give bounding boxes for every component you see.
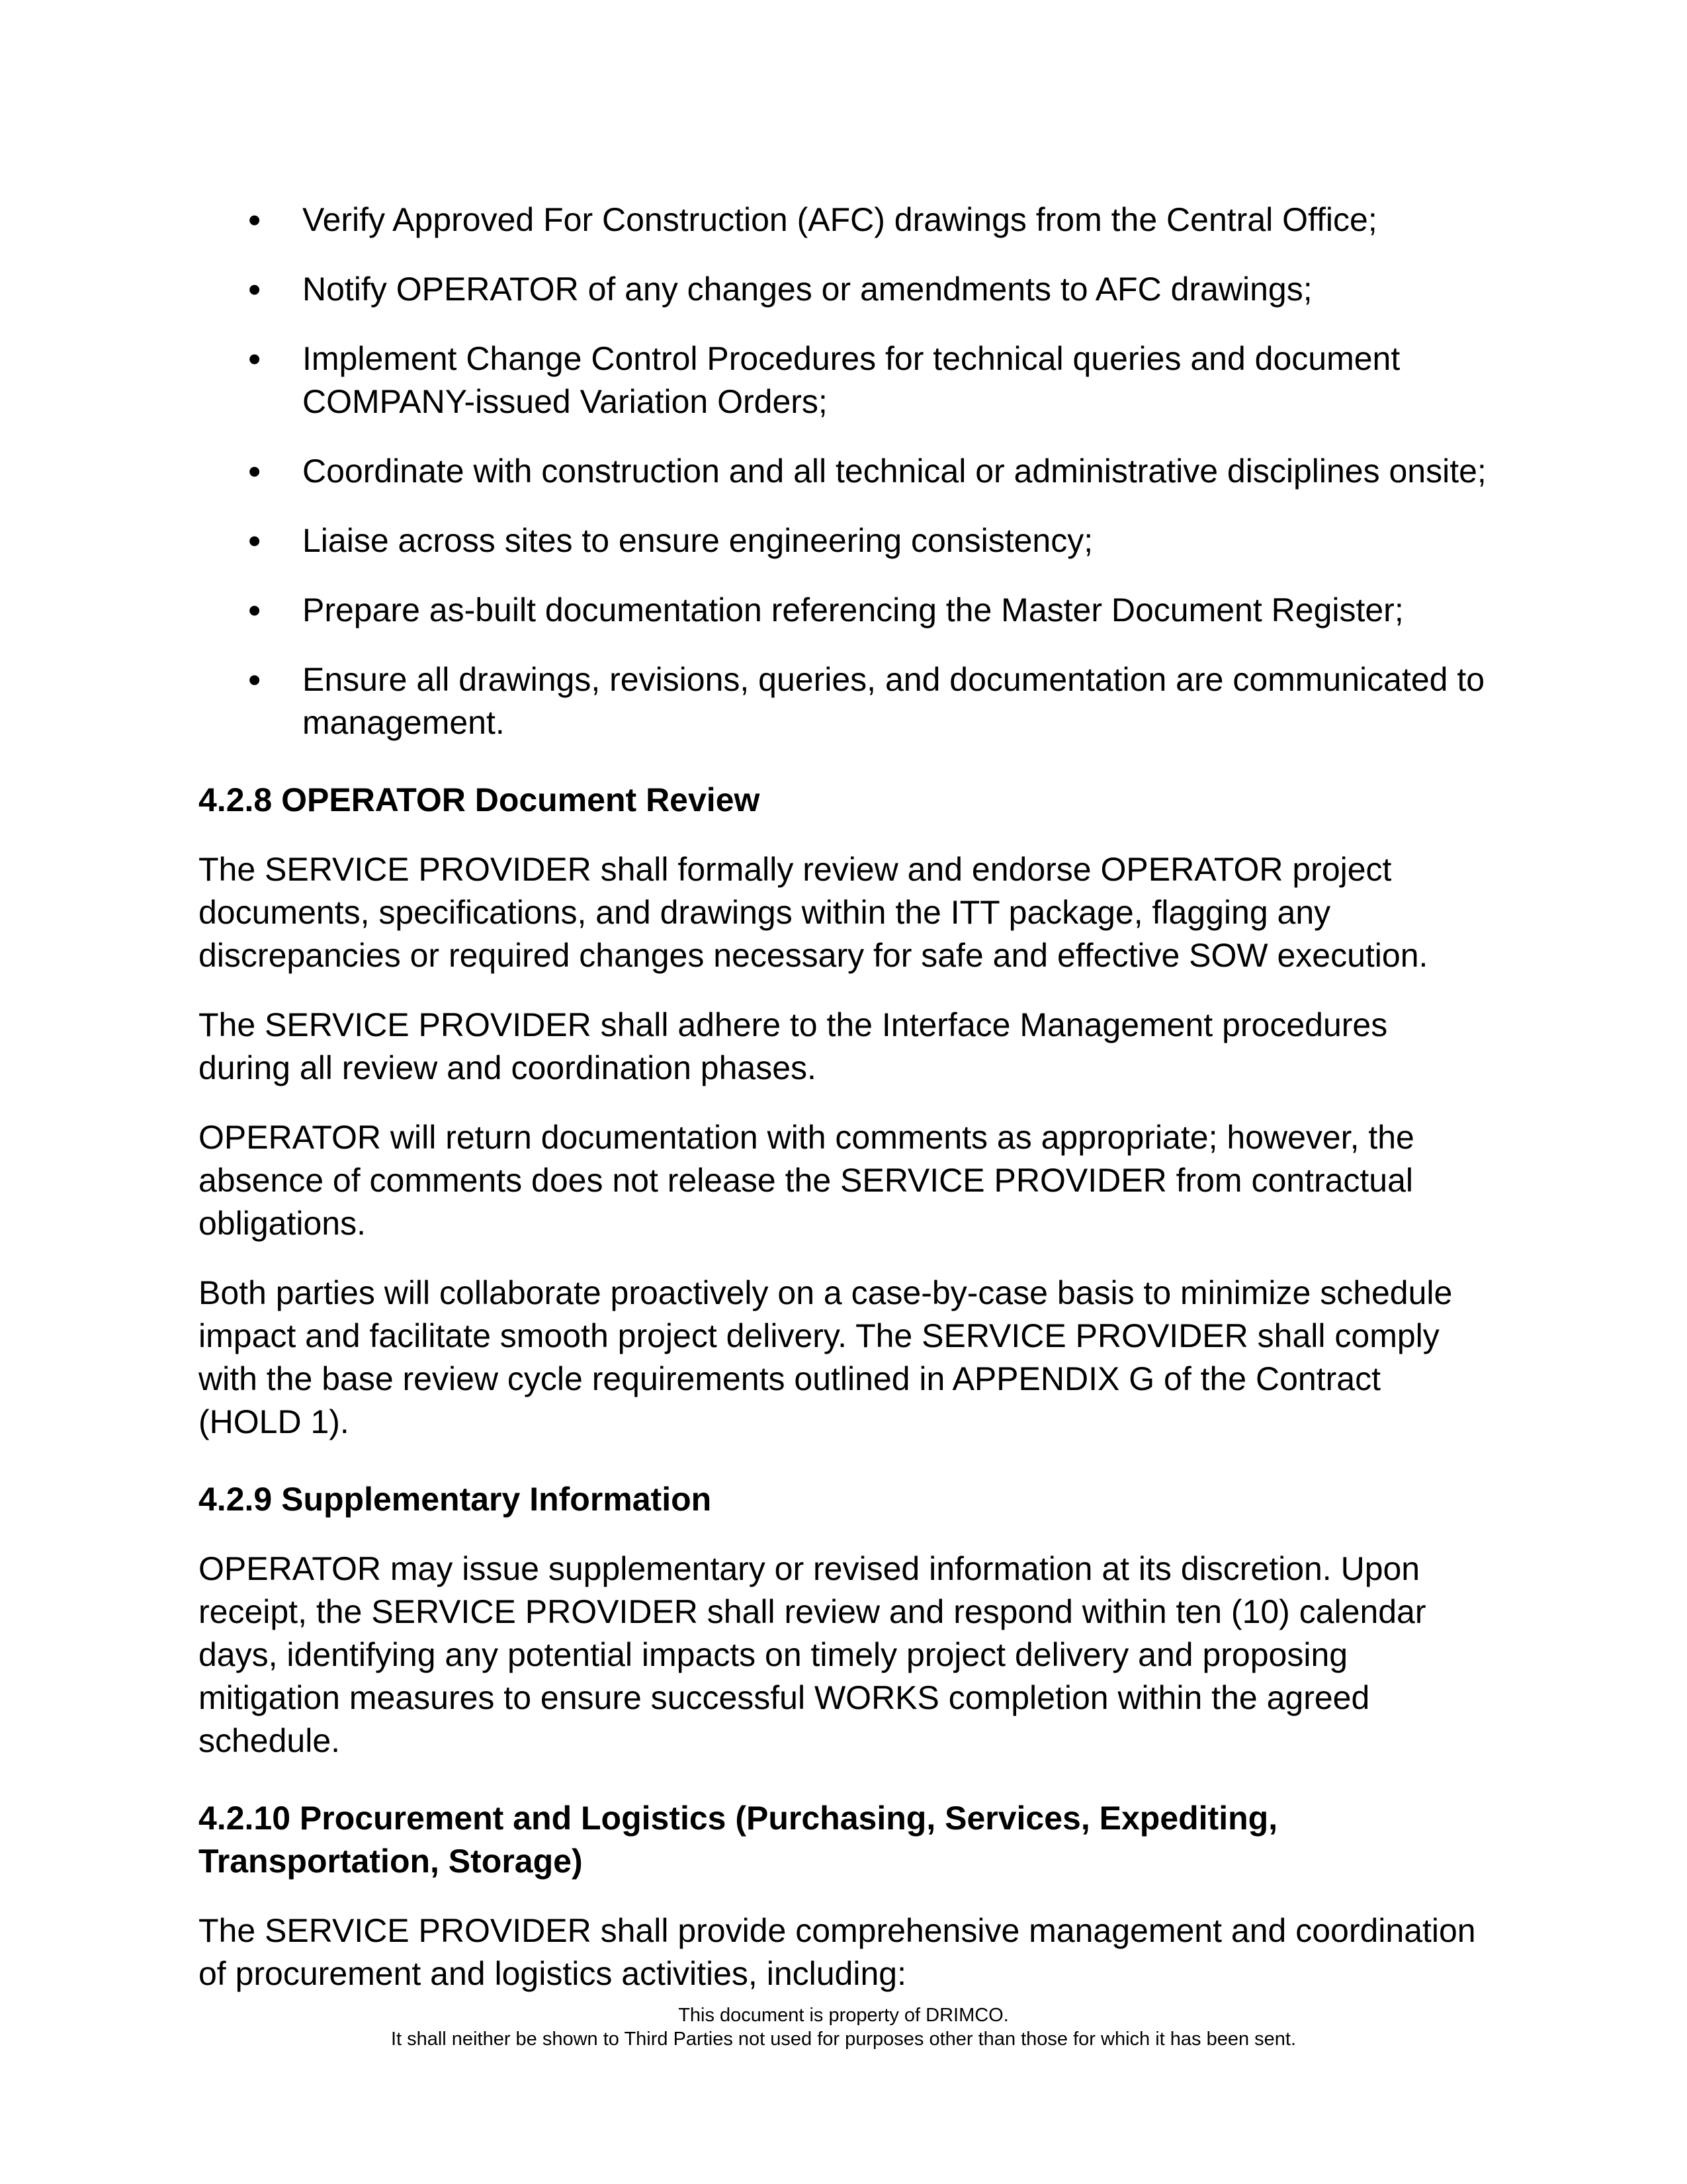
- bullet-text: Coordinate with construction and all technical or administrative disciplines onsite;: [302, 453, 1487, 490]
- bullet-text: Liaise across sites to ensure engineering consistency;: [302, 522, 1094, 559]
- list-item: [198, 450, 1489, 493]
- bullet-text: Notify OPERATOR of any changes or amendments to AFC drawings;: [302, 271, 1313, 308]
- paragraph: The SERVICE PROVIDER shall provide comprehensive management and coordination of procurement and logistics activities, including:: [198, 1912, 1476, 1992]
- bullet-icon: •: [248, 338, 261, 379]
- bullet-icon: •: [248, 451, 261, 492]
- list-item: [198, 198, 1489, 241]
- list-item: [198, 337, 1489, 423]
- paragraph: The SERVICE PROVIDER shall adhere to the Interface Management procedures during all review and coordination phases.: [198, 1006, 1388, 1086]
- bullet-icon: •: [248, 659, 261, 700]
- paragraph: OPERATOR will return documentation with comments as appropriate; however, the absence of comments does not release the SERVICE PROVIDER from contractual obligations.: [198, 1119, 1414, 1242]
- responsibility-bullet-list: [198, 198, 1489, 744]
- list-item: [198, 268, 1489, 311]
- section-heading-4-2-10: 4.2.10 Procurement and Logistics (Purchasing, Services, Expediting, Transportation, Storage): [198, 1800, 1278, 1880]
- bullet-icon: •: [248, 520, 261, 561]
- paragraph: OPERATOR may issue supplementary or revised information at its discretion. Upon receipt, the SERVICE PROVIDER shall review and respond within ten (10) calendar days, identifying any potential impacts on timely project delivery and proposing mitigation measures to ensure successful WORKS completion within the agreed schedule.: [198, 1550, 1426, 1759]
- footer-line-1: This document is property of DRIMCO.: [678, 2005, 1009, 2026]
- bullet-icon: •: [248, 590, 261, 631]
- paragraph: Both parties will collaborate proactively on a case-by-case basis to minimize schedule impact and facilitate smooth project delivery. The SERVICE PROVIDER shall comply with the base review cycle requirements outlined in APPENDIX G of the Contract (HOLD 1).: [198, 1274, 1453, 1440]
- bullet-icon: •: [248, 199, 261, 240]
- page-footer: [0, 2003, 1687, 2051]
- bullet-text: Implement Change Control Procedures for technical queries and document COMPANY-issued Variation Orders;: [302, 340, 1401, 420]
- page-content: [198, 198, 1489, 2022]
- bullet-text: Ensure all drawings, revisions, queries, and documentation are communicated to management.: [302, 661, 1485, 741]
- list-item: [198, 589, 1489, 632]
- paragraph: The SERVICE PROVIDER shall formally review and endorse OPERATOR project documents, specifications, and drawings within the ITT package, flagging any discrepancies or required changes necessary for safe and effective SOW execution.: [198, 851, 1428, 974]
- list-item: [198, 519, 1489, 562]
- footer-line-2: It shall neither be shown to Third Parties not used for purposes other than those for which it has been sent.: [390, 2029, 1297, 2050]
- section-heading-4-2-9: 4.2.9 Supplementary Information: [198, 1481, 712, 1518]
- section-heading-4-2-8: 4.2.8 OPERATOR Document Review: [198, 781, 760, 818]
- bullet-text: Verify Approved For Construction (AFC) drawings from the Central Office;: [302, 201, 1377, 238]
- bullet-text: Prepare as-built documentation referencing the Master Document Register;: [302, 591, 1404, 629]
- list-item: [198, 658, 1489, 744]
- bullet-icon: •: [248, 269, 261, 310]
